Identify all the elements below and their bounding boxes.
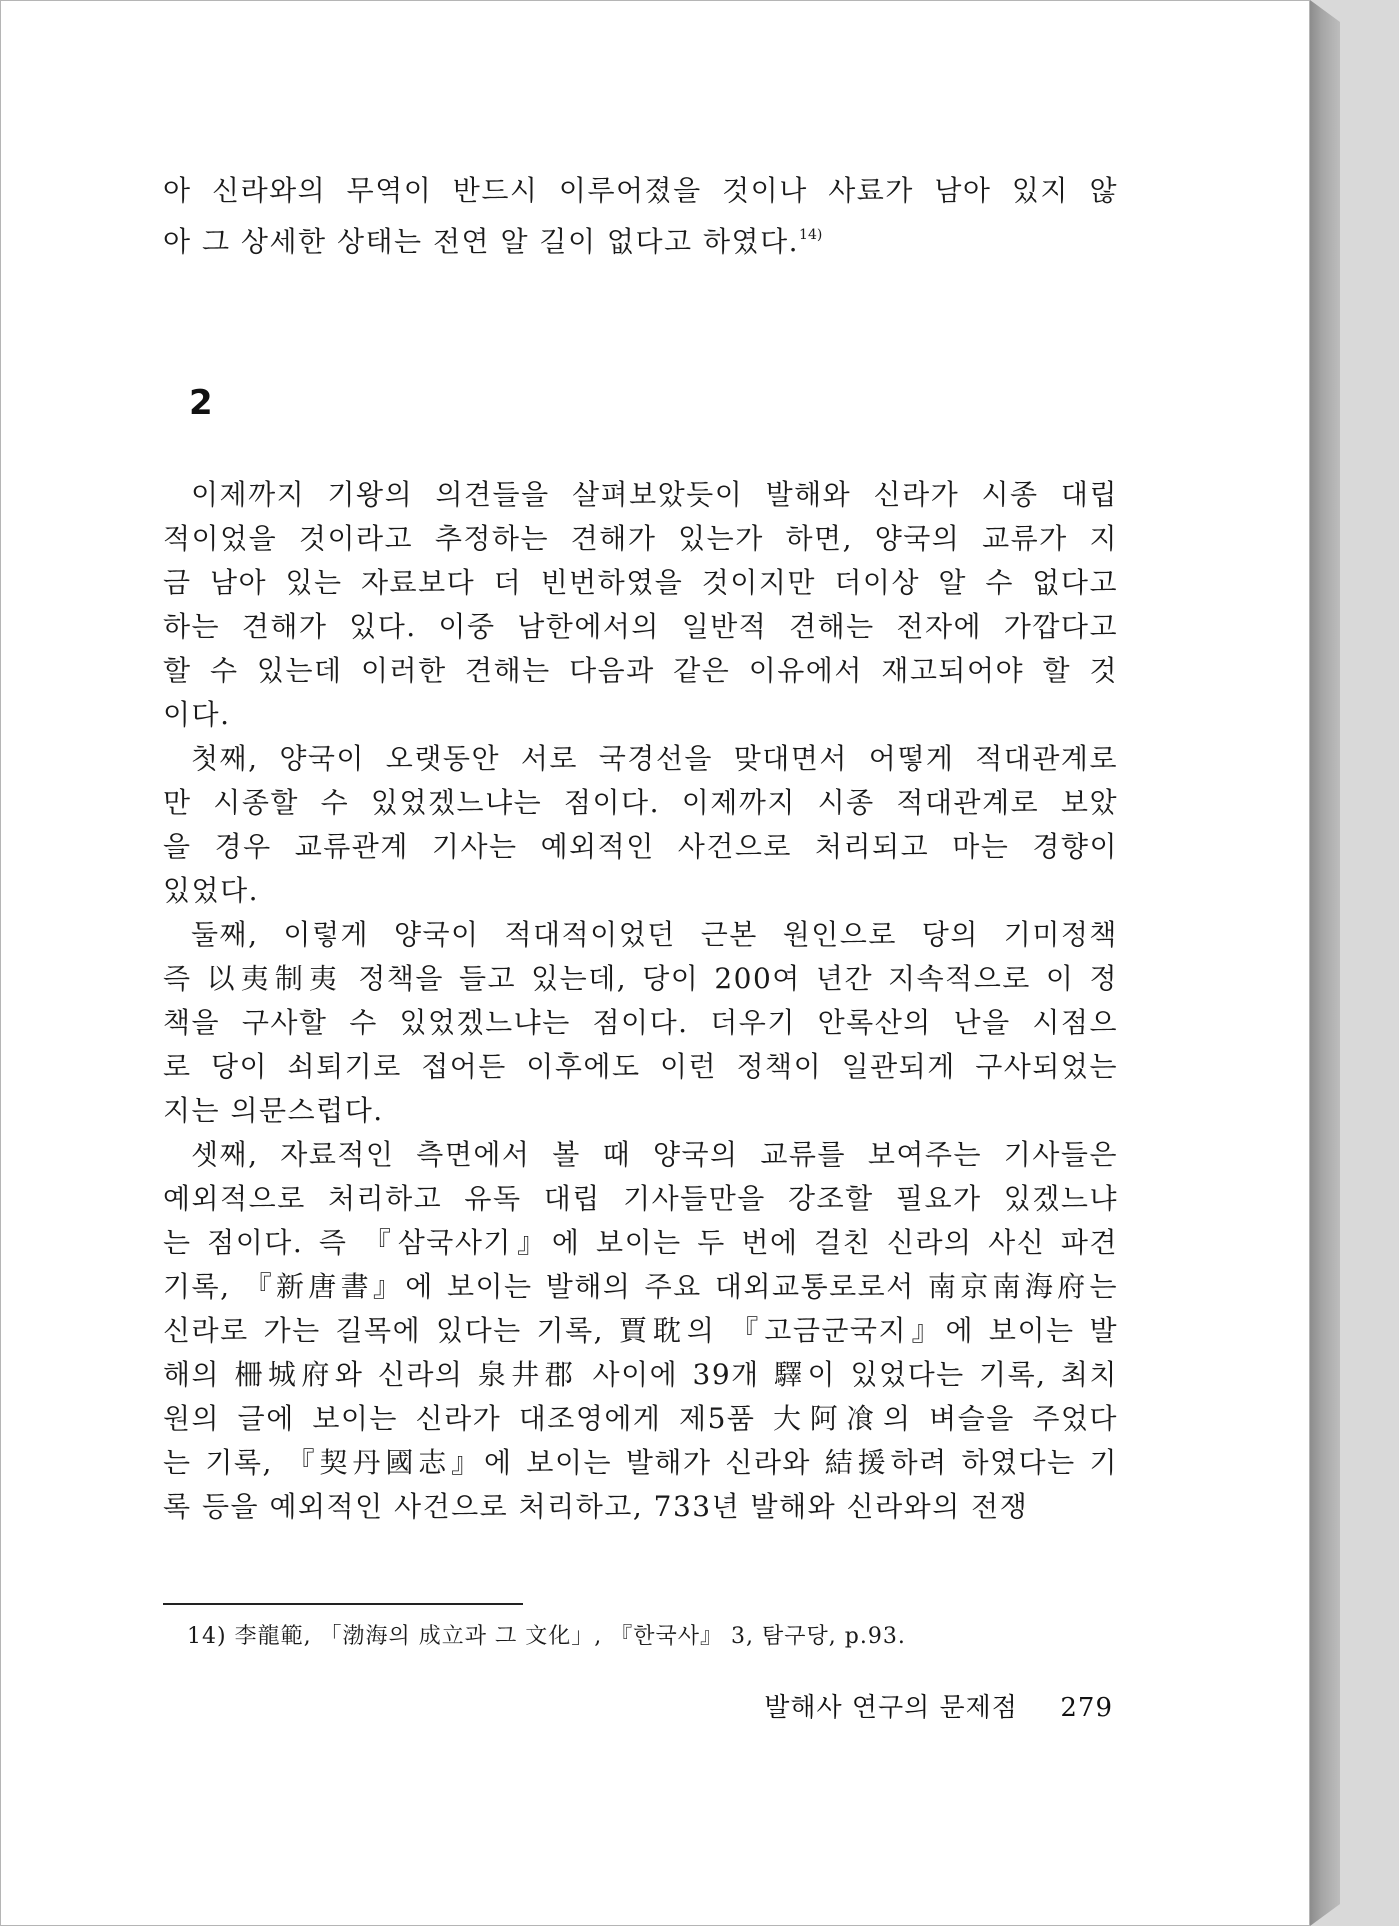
text-line: 있었다.	[163, 874, 260, 907]
text-line: 이다.	[163, 698, 231, 731]
text-line: 아 신라와의 무역이 반드시 이루어졌을 것이나 사료가 남아 있지 않	[163, 174, 1118, 207]
text-line: 책을 구사할 수 있었겠느냐는 점이다. 더우기 안록산의 난을 시점으	[163, 1006, 1118, 1039]
text-line: 해의 柵城府와 신라의 泉井郡 사이에 39개 驛이 있었다는 기록, 최치	[163, 1358, 1118, 1391]
body-text	[163, 473, 1118, 1529]
text-line: 금 남아 있는 자료보다 더 빈번하였을 것이지만 더이상 알 수 없다고	[163, 566, 1118, 599]
text-line: 로 당이 쇠퇴기로 접어든 이후에도 이런 정책이 일관되게 구사되었는	[163, 1050, 1118, 1083]
section-number: 2	[189, 383, 213, 423]
text-line: 신라로 가는 길목에 있다는 기록, 賈耽의 『고금군국지』에 보이는 발	[163, 1314, 1118, 1347]
text-line: 적이었을 것이라고 추정하는 견해가 있는가 하면, 양국의 교류가 지	[163, 522, 1118, 555]
footnote: 14) 李龍範, 「渤海의 成立과 그 文化」, 『한국사』 3, 탐구당, p.93.	[187, 1624, 906, 1649]
top-paragraph	[163, 169, 1118, 257]
text-line: 는 점이다. 즉 『삼국사기』에 보이는 두 번에 걸친 신라의 사신 파견	[163, 1226, 1118, 1259]
text-line: 예외적으로 처리하고 유독 대립 기사들만을 강조할 필요가 있겠느냐	[163, 1182, 1118, 1215]
text-line: 이제까지 기왕의 의견들을 살펴보았듯이 발해와 신라가 시종 대립	[191, 478, 1118, 511]
paragraph	[163, 473, 1118, 737]
footnote-divider	[163, 1603, 523, 1605]
text-line: 첫째, 양국이 오랫동안 서로 국경선을 맞대면서 어떻게 적대관계로	[191, 742, 1118, 775]
text-line: 둘째, 이렇게 양국이 적대적이었던 근본 원인으로 당의 기미정책	[191, 918, 1118, 951]
text-line: 을 경우 교류관계 기사는 예외적인 사건으로 처리되고 마는 경향이	[163, 830, 1118, 863]
text-line: 할 수 있는데 이러한 견해는 다음과 같은 이유에서 재고되어야 할 것	[163, 654, 1118, 687]
running-title: 발해사 연구의 문제점	[764, 1693, 1018, 1723]
page-number: 279	[1060, 1693, 1113, 1723]
footnote-reference: 14)	[799, 227, 823, 243]
text-line: 는 기록, 『契丹國志』에 보이는 발해가 신라와 結援하려 하였다는 기	[163, 1446, 1118, 1479]
paragraph	[163, 1133, 1118, 1529]
text-line: 아 그 상세한 상태는 전연 알 길이 없다고 하였다.$^{14)}$	[163, 225, 823, 258]
text-line: 하는 견해가 있다. 이중 남한에서의 일반적 견해는 전자에 가깝다고	[163, 610, 1118, 643]
text-line: 즉 以夷制夷 정책을 들고 있는데, 당이 200여 년간 지속적으로 이 정	[163, 962, 1118, 995]
running-footer	[764, 1687, 1113, 1724]
page-stack-edge	[1310, 0, 1340, 1926]
paragraph	[163, 737, 1118, 913]
text-line: 만 시종할 수 있었겠느냐는 점이다. 이제까지 시종 적대관계로 보았	[163, 786, 1118, 819]
text-line: 원의 글에 보이는 신라가 대조영에게 제5품 大阿飡의 벼슬을 주었다	[163, 1402, 1118, 1435]
text-line: 지는 의문스럽다.	[163, 1094, 384, 1127]
text-line: 록 등을 예외적인 사건으로 처리하고, 733년 발해와 신라와의 전쟁	[163, 1490, 1029, 1523]
text-line: 셋째, 자료적인 측면에서 볼 때 양국의 교류를 보여주는 기사들은	[191, 1138, 1118, 1171]
text-line: 기록, 『新唐書』에 보이는 발해의 주요 대외교통로로서 南京南海府는	[163, 1270, 1118, 1303]
paragraph	[163, 913, 1118, 1133]
